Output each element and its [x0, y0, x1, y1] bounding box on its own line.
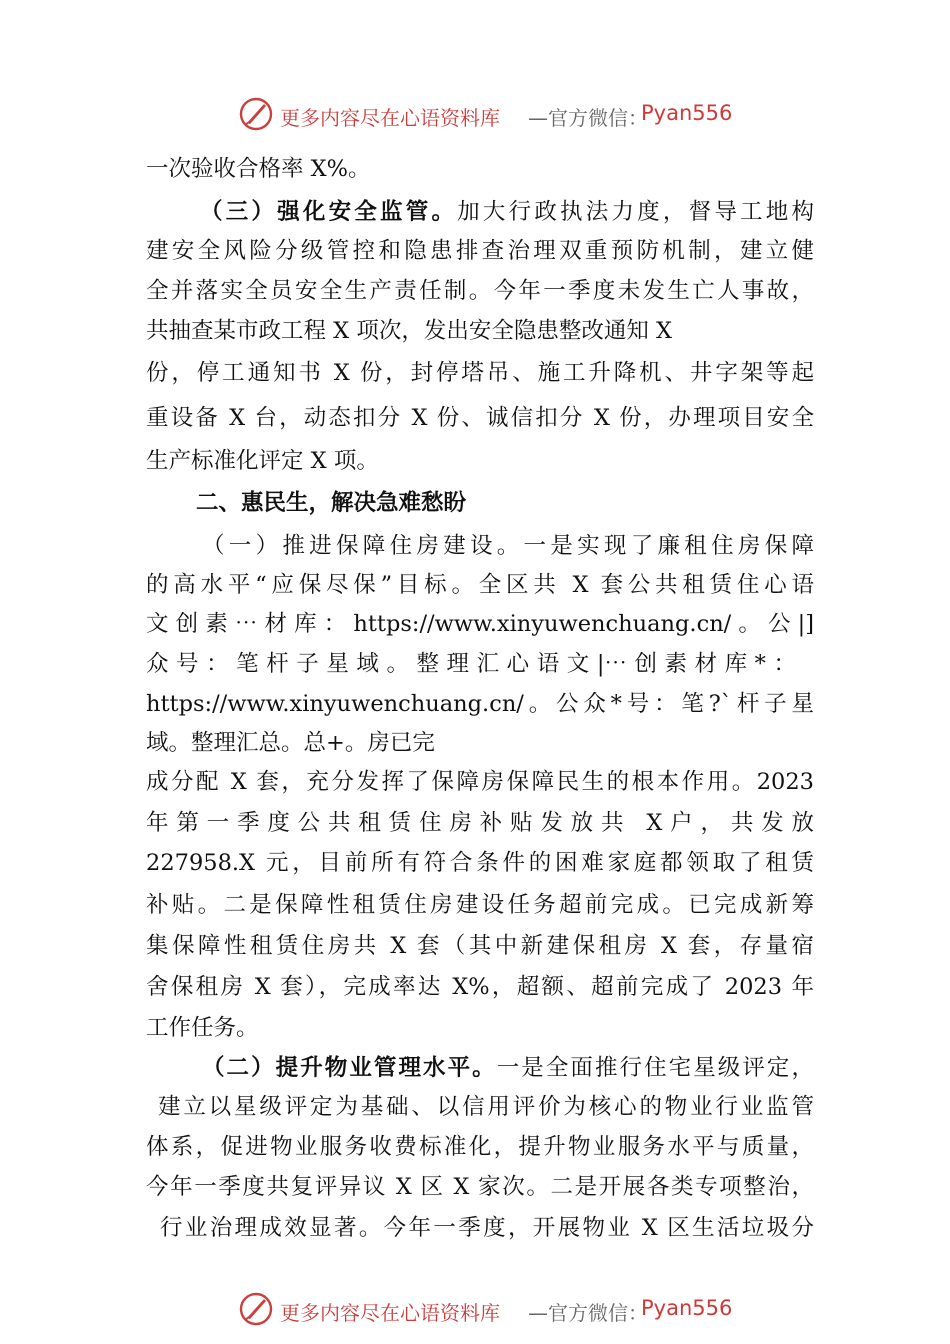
banner-title: 更多内容尽在心语资料库 — [280, 106, 500, 130]
text-line: 一次验收合格率 X%。 — [146, 156, 371, 182]
text-line-subheading — [202, 1057, 814, 1080]
text-line: 建立以星级评定为基础、以信用评价为核心的物业行业监管 — [158, 1094, 814, 1120]
banner-wechat-label: —官方微信： — [528, 1301, 648, 1325]
text-line-subheading — [200, 201, 814, 224]
text-line: 年第一季度公共租赁住房补贴发放共 X户，共发放 — [146, 810, 814, 836]
text-line: https://www.xinyuwenchuang.cn/。公众*号：笔?`杆子星 — [146, 691, 814, 717]
text-line: 域。整理汇总。总+。房已完 — [146, 730, 435, 756]
text-line: 共抽查某市政工程 X 项次，发出安全隐患整改通知 X — [146, 318, 672, 344]
banner-wechat-id: Pyan556 — [641, 101, 733, 125]
paragraph-text: 加大行政执法力度，督导工地构 — [457, 199, 814, 225]
text-line: 舍保租房 X 套），完成率达 X%，超额、超前完成了 2023 年 — [146, 974, 814, 1000]
text-line: 227958.X 元，目前所有符合条件的困难家庭都领取了租赁 — [146, 850, 814, 876]
text-line: 重设备 X 台，动态扣分 X 份、诚信扣分 X 份，办理项目安全 — [146, 405, 814, 431]
text-line: 份，停工通知书 X 份，封停塔吊、施工升降机、井字架等起 — [146, 360, 814, 386]
paragraph-text: 一是全面推行住宅星级评定， — [496, 1055, 814, 1081]
banner-title: 更多内容尽在心语资料库 — [280, 1301, 500, 1325]
text-line: 补贴。二是保障性租赁住房建设任务超前完成。已完成新筹 — [146, 892, 814, 918]
text-line: 成分配 X 套，充分发挥了保障房保障民生的根本作用。2023 — [146, 769, 814, 795]
text-line: 建安全风险分级管控和隐患排查治理双重预防机制，建立健 — [146, 238, 814, 264]
text-line: 工作任务。 — [146, 1015, 259, 1041]
text-line: 体系，促进物业服务收费标准化，提升物业服务水平与质量， — [146, 1134, 814, 1160]
text-line: 众号：笔杆子星域。整理汇心语文|⋯创素材库*： — [146, 651, 796, 677]
text-line: 文创素⋯材库：https://www.xinyuwenchuang.cn/。公|] — [146, 611, 814, 637]
banner-wechat-label: —官方微信： — [528, 106, 648, 130]
text-line: 集保障性租赁住房共 X 套（其中新建保租房 X 套，存量宿 — [146, 933, 814, 959]
footer-banner — [0, 1289, 950, 1329]
text-line: 行业治理成效显著。今年一季度，开展物业 X 区生活垃圾分 — [160, 1215, 814, 1241]
section-heading: 二、惠民生，解决急难愁盼 — [196, 490, 467, 516]
header-banner — [0, 94, 950, 134]
subheading-2: （二）提升物业管理水平。 — [202, 1055, 497, 1081]
subheading-3: （三）强化安全监管。 — [200, 199, 458, 225]
quill-logo-icon — [238, 96, 274, 132]
text-line: （一）推进保障住房建设。一是实现了廉租住房保障 — [202, 533, 814, 559]
quill-logo-icon — [238, 1291, 274, 1327]
text-line: 生产标准化评定 X 项。 — [146, 448, 379, 474]
text-line: 全并落实全员安全生产责任制。今年一季度未发生亡人事故， — [146, 278, 814, 304]
banner-wechat-id: Pyan556 — [641, 1296, 733, 1320]
text-line: 的高水平“应保尽保”目标。全区共 X 套公共租赁住心语 — [146, 572, 814, 598]
text-line: 今年一季度共复评异议 X 区 X 家次。二是开展各类专项整治， — [146, 1174, 814, 1200]
